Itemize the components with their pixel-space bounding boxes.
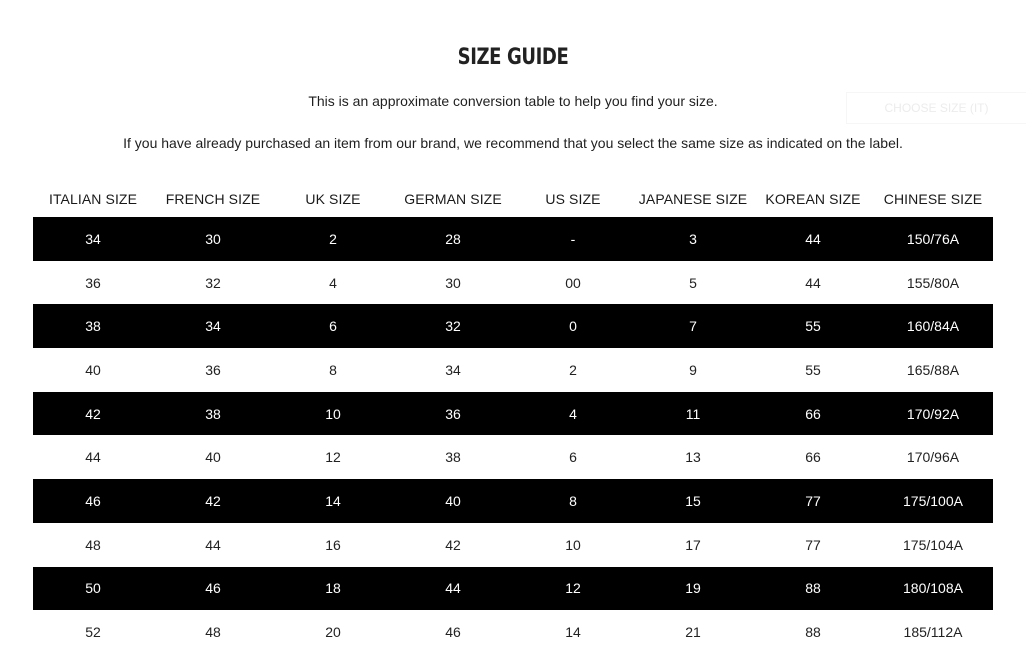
header-uk-size: UK SIZE	[305, 191, 361, 207]
cell-korean-size: 88	[805, 580, 821, 597]
cell-german-size: 38	[445, 449, 461, 466]
cell-german-size: 32	[445, 318, 461, 335]
cell-chinese-size: 165/88A	[906, 361, 960, 378]
cell-chinese-size: 175/100A	[903, 492, 963, 509]
table-header-row	[33, 181, 993, 217]
header-us-size: US SIZE	[545, 191, 601, 207]
cell-chinese-size: 160/84A	[906, 318, 960, 335]
cell-french-size: 42	[205, 492, 221, 509]
intro-text: This is an approximate conversion table to help you find your size.	[308, 93, 718, 109]
cell-french-size: 40	[205, 449, 221, 466]
cell-french-size: 44	[205, 536, 221, 553]
cell-italian-size: 36	[85, 274, 101, 291]
cell-us-size: 8	[569, 492, 577, 509]
table-row	[33, 217, 993, 261]
cell-us-size: 2	[569, 361, 577, 378]
header-japanese-size: JAPANESE SIZE	[638, 191, 748, 207]
table-row	[33, 392, 993, 436]
cell-uk-size: 2	[329, 230, 337, 247]
cell-us-size: 12	[565, 580, 581, 597]
cell-korean-size: 77	[805, 492, 821, 509]
cell-french-size: 48	[205, 624, 221, 641]
table-row	[33, 567, 993, 611]
cell-us-size: 00	[565, 274, 581, 291]
cell-uk-size: 4	[329, 274, 337, 291]
table-row	[33, 610, 993, 654]
cell-japanese-size: 21	[685, 624, 701, 641]
table-row	[33, 261, 993, 305]
cell-japanese-size: 5	[689, 274, 697, 291]
cell-us-size: -	[570, 230, 576, 247]
cell-german-size: 34	[445, 361, 461, 378]
cell-italian-size: 52	[85, 624, 101, 641]
cell-chinese-size: 185/112A	[903, 624, 963, 641]
cell-japanese-size: 19	[685, 580, 701, 597]
cell-chinese-size: 175/104A	[903, 536, 963, 553]
cell-french-size: 46	[205, 580, 221, 597]
cell-french-size: 32	[205, 274, 221, 291]
cell-us-size: 4	[569, 405, 577, 422]
cell-uk-size: 16	[325, 536, 341, 553]
cell-japanese-size: 17	[685, 536, 701, 553]
table-row	[33, 435, 993, 479]
cell-korean-size: 66	[805, 449, 821, 466]
table-row	[33, 523, 993, 567]
cell-chinese-size: 150/76A	[906, 230, 960, 247]
cell-japanese-size: 3	[689, 230, 697, 247]
header-chinese-size: CHINESE SIZE	[883, 191, 983, 207]
cell-chinese-size: 180/108A	[903, 580, 963, 597]
cell-french-size: 38	[205, 405, 221, 422]
header-korean-size: KOREAN SIZE	[765, 191, 861, 207]
recommendation-text: If you have already purchased an item from our brand, we recommend that you select the same size as indicated on the label.	[123, 135, 903, 151]
cell-japanese-size: 11	[685, 405, 701, 422]
header-french-size: FRENCH SIZE	[165, 191, 261, 207]
cell-french-size: 36	[205, 361, 221, 378]
size-conversion-table	[33, 181, 993, 654]
cell-german-size: 30	[445, 274, 461, 291]
cell-japanese-size: 15	[685, 492, 701, 509]
cell-us-size: 10	[565, 536, 581, 553]
page-title: SIZE GUIDE	[457, 44, 569, 70]
cell-german-size: 44	[445, 580, 461, 597]
cell-french-size: 30	[205, 230, 221, 247]
cell-uk-size: 18	[325, 580, 341, 597]
cell-uk-size: 12	[325, 449, 341, 466]
cell-korean-size: 44	[805, 274, 821, 291]
cell-korean-size: 44	[805, 230, 821, 247]
cell-italian-size: 44	[85, 449, 101, 466]
cell-french-size: 34	[205, 318, 221, 335]
cell-us-size: 6	[569, 449, 577, 466]
header-german-size: GERMAN SIZE	[404, 191, 502, 207]
cell-korean-size: 55	[805, 318, 821, 335]
header-italian-size: ITALIAN SIZE	[48, 191, 138, 207]
cell-italian-size: 46	[85, 492, 101, 509]
cell-italian-size: 50	[85, 580, 101, 597]
cell-german-size: 28	[445, 230, 461, 247]
cell-chinese-size: 170/96A	[906, 449, 960, 466]
cell-italian-size: 34	[85, 230, 101, 247]
table-body	[33, 217, 993, 654]
cell-uk-size: 8	[329, 361, 337, 378]
cell-german-size: 40	[445, 492, 461, 509]
cell-italian-size: 38	[85, 318, 101, 335]
cell-uk-size: 6	[329, 318, 337, 335]
cell-italian-size: 40	[85, 361, 101, 378]
cell-italian-size: 42	[85, 405, 101, 422]
cell-japanese-size: 7	[689, 318, 697, 335]
cell-korean-size: 77	[805, 536, 821, 553]
cell-korean-size: 88	[805, 624, 821, 641]
table-row	[33, 479, 993, 523]
choose-size-button[interactable]: CHOOSE SIZE (IT)	[846, 92, 1026, 124]
cell-chinese-size: 170/92A	[906, 405, 960, 422]
table-row	[33, 348, 993, 392]
cell-japanese-size: 9	[689, 361, 697, 378]
cell-us-size: 0	[569, 318, 577, 335]
cell-us-size: 14	[565, 624, 581, 641]
table-row	[33, 304, 993, 348]
cell-german-size: 42	[445, 536, 461, 553]
cell-uk-size: 20	[325, 624, 341, 641]
cell-japanese-size: 13	[685, 449, 701, 466]
cell-german-size: 46	[445, 624, 461, 641]
cell-uk-size: 14	[325, 492, 341, 509]
cell-italian-size: 48	[85, 536, 101, 553]
cell-korean-size: 55	[805, 361, 821, 378]
cell-uk-size: 10	[325, 405, 341, 422]
cell-german-size: 36	[445, 405, 461, 422]
cell-chinese-size: 155/80A	[906, 274, 960, 291]
cell-korean-size: 66	[805, 405, 821, 422]
